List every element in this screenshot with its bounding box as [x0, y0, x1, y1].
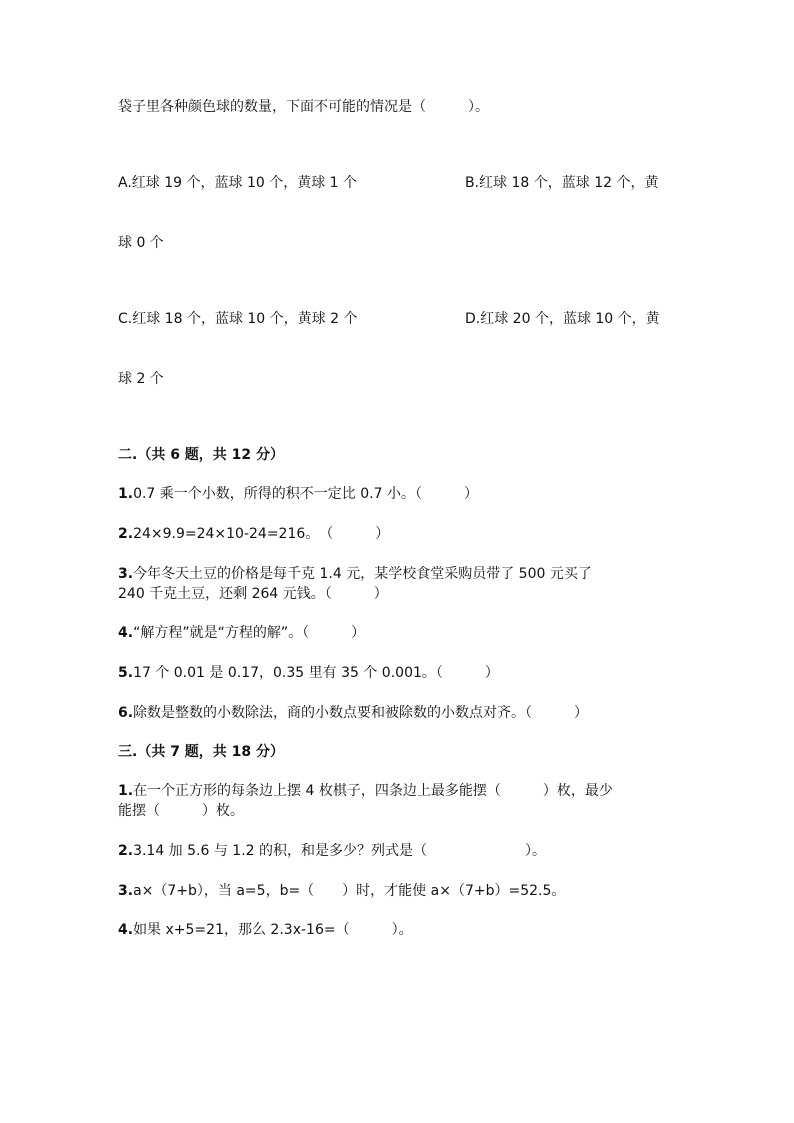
section2-item-3-cont — [118, 584, 388, 604]
item-text: 240 千克土豆，还剩 264 元钱。（ ） — [118, 586, 388, 602]
option-a: A.红球 19 个，蓝球 10 个，黄球 1 个 — [118, 175, 358, 191]
item-text: 除数是整数的小数除法，商的小数点要和被除数的小数点对齐。（ ） — [133, 705, 589, 721]
item-number: 4. — [118, 922, 134, 938]
item-number: 3. — [118, 566, 134, 582]
item-text: 如果 x+5=21，那么 2.3x-16=（ ）。 — [133, 922, 413, 938]
section2-item-6 — [118, 703, 588, 723]
section2-item-5 — [118, 663, 499, 683]
question-intro: 袋子里各种颜色球的数量，下面不可能的情况是（ ）。 — [118, 99, 489, 115]
section3-item-1-cont — [118, 801, 244, 821]
item-number: 2. — [118, 843, 134, 859]
option-d-line2: 球 2 个 — [118, 371, 164, 387]
section2-heading: 二.（共 6 题，共 12 分） — [118, 447, 285, 463]
section3-item-1 — [118, 781, 613, 801]
item-text: 3.14 加 5.6 与 1.2 的积，和是多少？列式是（ ）。 — [133, 843, 547, 859]
section3-item-4 — [118, 920, 413, 940]
item-number: 6. — [118, 705, 134, 721]
section2-item-3 — [118, 564, 592, 584]
item-text: 能摆（ ）枚。 — [118, 803, 244, 819]
item-text: 今年冬天土豆的价格是每千克 1.4 元，某学校食堂采购员带了 500 元买了 — [133, 566, 592, 582]
item-text: 24×9.9=24×10-24=216。 （ ） — [133, 526, 390, 542]
section3-item-3 — [118, 881, 565, 901]
item-number: 2. — [118, 526, 134, 542]
item-text: 17 个 0.01 是 0.17，0.35 里有 35 个 0.001。（ ） — [133, 665, 499, 681]
item-text: a×（7+b），当 a=5，b=（ ）时，才能使 a×（7+b）=52.5。 — [133, 883, 566, 899]
item-number: 3. — [118, 883, 134, 899]
item-number: 5. — [118, 665, 134, 681]
item-number: 4. — [118, 625, 134, 641]
item-text: 在一个正方形的每条边上摆 4 枚棋子，四条边上最多能摆（ ）枚，最少 — [133, 783, 613, 799]
section2-item-2 — [118, 524, 389, 544]
item-number: 1. — [118, 486, 134, 502]
option-b-line1: B.红球 18 个，蓝球 12 个，黄 — [465, 175, 659, 191]
section3-item-2 — [118, 841, 546, 861]
section3-heading: 三.（共 7 题，共 18 分） — [118, 744, 285, 760]
section2-item-1 — [118, 484, 478, 504]
item-text: “解方程”就是“方程的解”。（ ） — [133, 625, 366, 641]
item-number: 1. — [118, 783, 134, 799]
item-text: 0.7 乘一个小数，所得的积不一定比 0.7 小。（ ） — [133, 486, 478, 502]
option-b-line2: 球 0 个 — [118, 235, 164, 251]
option-c: C.红球 18 个，蓝球 10 个，黄球 2 个 — [118, 311, 358, 327]
option-d-line1: D.红球 20 个，蓝球 10 个，黄 — [465, 311, 660, 327]
section2-item-4 — [118, 623, 365, 643]
